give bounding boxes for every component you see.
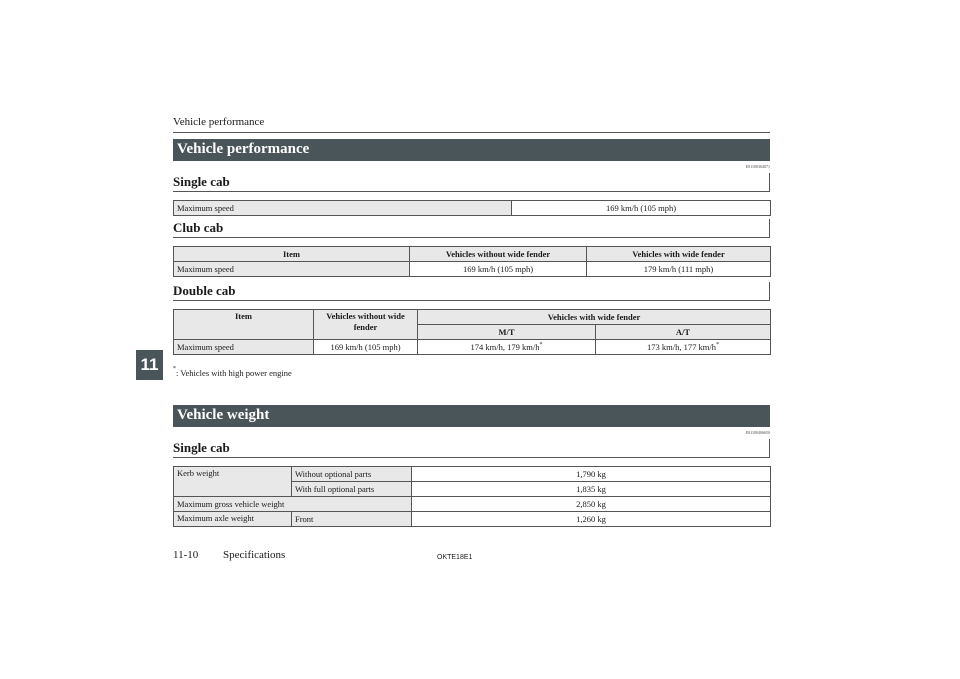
table-cell-label: Maximum gross vehicle weight: [174, 497, 412, 512]
header-rule: [173, 132, 770, 133]
table-cell-value: 1,790 kg: [412, 467, 771, 482]
table-cell-label: Maximum speed: [174, 340, 314, 355]
table-cell-label: Maximum speed: [174, 201, 512, 216]
chapter-title: Specifications: [223, 549, 286, 561]
table-cell-value: 169 km/h (105 mph): [314, 340, 418, 355]
club-cab-speed-table: [173, 246, 771, 277]
table-cell-sublabel: Without optional parts: [292, 467, 412, 482]
table-cell-value: [596, 340, 771, 355]
subhead-single-cab-weight: Single cab: [173, 439, 770, 458]
table-row: [174, 467, 771, 482]
col-header-item: Item: [174, 310, 314, 340]
col-header-mt: M/T: [418, 325, 596, 340]
subhead-single-cab: Single cab: [173, 173, 770, 192]
section-banner-performance: Vehicle performance: [173, 139, 770, 161]
table-cell-sublabel: Front: [292, 512, 412, 527]
running-header: Vehicle performance: [173, 116, 265, 128]
subhead-club-cab: Club cab: [173, 219, 770, 238]
col-header-item: Item: [174, 247, 410, 262]
section-code: E01100304071: [745, 164, 770, 169]
col-header-at: A/T: [596, 325, 771, 340]
chapter-tab: 11: [136, 350, 163, 380]
footnote: [173, 368, 292, 378]
footnote-mark: *: [173, 366, 176, 372]
table-header-row: [174, 247, 771, 262]
table-header-row: [174, 310, 771, 325]
table-cell-value: 179 km/h (111 mph): [587, 262, 771, 277]
table-cell-sublabel: With full optional parts: [292, 482, 412, 497]
value-text: 173 km/h, 177 km/h: [647, 341, 716, 352]
table-row: [174, 201, 771, 216]
page-number: 11-10: [173, 549, 199, 561]
table-row: [174, 512, 771, 527]
table-row: [174, 497, 771, 512]
table-cell-label: Maximum axle weight: [174, 512, 292, 527]
section-code: E01100406650: [745, 430, 770, 435]
table-row: [174, 340, 771, 355]
section-banner-weight: Vehicle weight: [173, 405, 770, 427]
col-header-with: Vehicles with wide fender: [418, 310, 771, 325]
value-text: 174 km/h, 179 km/h: [470, 341, 540, 352]
table-row: [174, 262, 771, 277]
table-cell-label: Maximum speed: [174, 262, 410, 277]
table-cell-value: 1,835 kg: [412, 482, 771, 497]
table-cell-value: [418, 340, 596, 355]
col-header-without: Vehicles without wide fender: [410, 247, 587, 262]
footnote-mark: *: [715, 341, 719, 348]
footnote-mark: *: [539, 341, 543, 348]
subhead-double-cab: Double cab: [173, 282, 770, 301]
footnote-text: : Vehicles with high power engine: [176, 368, 292, 378]
table-cell-value: 1,260 kg: [412, 512, 771, 527]
single-cab-speed-table: [173, 200, 771, 216]
col-header-with: Vehicles with wide fender: [587, 247, 771, 262]
table-cell-value: 169 km/h (105 mph): [410, 262, 587, 277]
table-cell-value: 2,850 kg: [412, 497, 771, 512]
table-cell-value: 169 km/h (105 mph): [512, 201, 771, 216]
table-cell-label: Kerb weight: [174, 467, 292, 497]
document-code: OKTE18E1: [437, 554, 473, 561]
col-header-without: Vehicles without wide fender: [314, 310, 418, 340]
double-cab-speed-table: [173, 309, 771, 355]
single-cab-weight-table: [173, 466, 771, 527]
